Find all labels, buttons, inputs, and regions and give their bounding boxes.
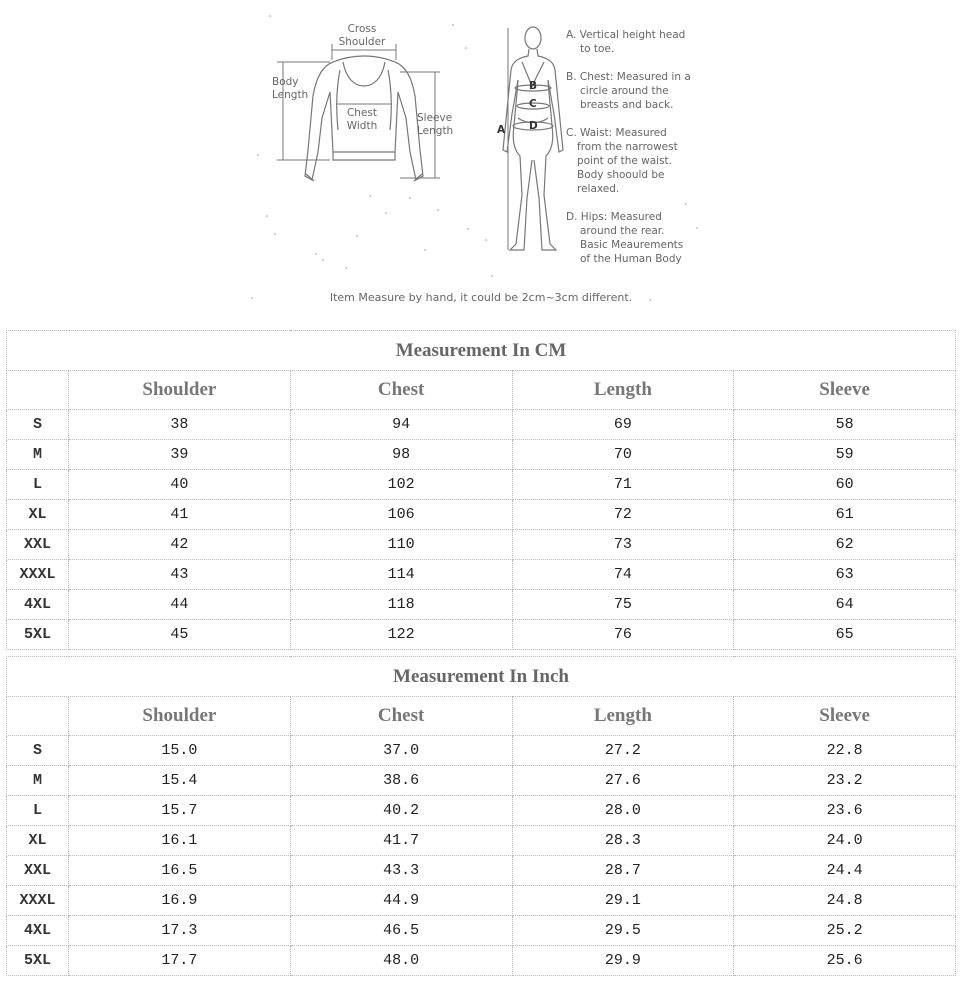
column-header: Shoulder (69, 697, 291, 736)
value-cell: 59 (734, 440, 956, 470)
table-row (7, 530, 956, 560)
value-cell: 38.6 (290, 766, 512, 796)
size-cell: 4XL (7, 916, 69, 946)
marker-a: A (497, 124, 506, 136)
desc-c-line: point of the waist. (577, 155, 673, 167)
size-cell: M (7, 766, 69, 796)
size-cell: XL (7, 826, 69, 856)
size-cell: XXXL (7, 886, 69, 916)
inch-table-wrap (6, 656, 956, 976)
value-cell: 61 (734, 500, 956, 530)
value-cell: 41.7 (290, 826, 512, 856)
column-header (7, 371, 69, 410)
column-header: Length (512, 697, 734, 736)
sleeve-length-line-2: Length (417, 125, 454, 137)
value-cell: 122 (290, 620, 512, 650)
value-cell: 27.2 (512, 736, 734, 766)
value-cell: 29.9 (512, 946, 734, 976)
sleeve-length-label (417, 112, 453, 138)
chest-width-label (340, 107, 384, 133)
value-cell: 45 (69, 620, 291, 650)
desc-d-line: Basic Meaurements (580, 239, 684, 251)
marker-d: D (529, 120, 538, 132)
size-cell: 5XL (7, 946, 69, 976)
value-cell: 40 (69, 470, 291, 500)
size-cell: 5XL (7, 620, 69, 650)
value-cell: 75 (512, 590, 734, 620)
cross-shoulder-line-1: Cross (347, 23, 377, 35)
marker-b: B (529, 80, 538, 92)
value-cell: 15.4 (69, 766, 291, 796)
size-cell: L (7, 470, 69, 500)
table-row (7, 500, 956, 530)
value-cell: 76 (512, 620, 734, 650)
value-cell: 74 (512, 560, 734, 590)
chest-width-line-2: Width (346, 120, 378, 132)
value-cell: 25.6 (734, 946, 956, 976)
desc-d (566, 210, 683, 266)
column-header: Sleeve (734, 371, 956, 410)
value-cell: 27.6 (512, 766, 734, 796)
value-cell: 48.0 (290, 946, 512, 976)
inch-table (6, 656, 956, 976)
value-cell: 25.2 (734, 916, 956, 946)
size-cell: L (7, 796, 69, 826)
cross-shoulder-label (335, 23, 389, 49)
value-cell: 94 (290, 410, 512, 440)
desc-b-line: circle around the (580, 85, 669, 97)
desc-c-line: from the narrowest (577, 141, 678, 153)
value-cell: 24.0 (734, 826, 956, 856)
value-cell: 72 (512, 500, 734, 530)
value-cell: 46.5 (290, 916, 512, 946)
value-cell: 28.7 (512, 856, 734, 886)
value-cell: 58 (734, 410, 956, 440)
size-cell: S (7, 736, 69, 766)
value-cell: 17.3 (69, 916, 291, 946)
value-cell: 17.7 (69, 946, 291, 976)
desc-a-line: to toe. (580, 43, 615, 55)
sleeve-length-line-1: Sleeve (417, 112, 453, 124)
table-row (7, 440, 956, 470)
value-cell: 71 (512, 470, 734, 500)
value-cell: 43 (69, 560, 291, 590)
desc-c-line: relaxed. (577, 183, 620, 195)
value-cell: 38 (69, 410, 291, 440)
size-cell: 4XL (7, 590, 69, 620)
value-cell: 102 (290, 470, 512, 500)
table-row (7, 946, 956, 976)
body-length-line-2: Length (272, 89, 309, 101)
value-cell: 15.7 (69, 796, 291, 826)
desc-c-line: C. Waist: Measured (566, 127, 667, 139)
desc-b-line: breasts and back. (580, 99, 674, 111)
value-cell: 15.0 (69, 736, 291, 766)
desc-c-line: Body shoould be (577, 169, 665, 181)
cross-shoulder-line-2: Shoulder (338, 36, 386, 48)
value-cell: 22.8 (734, 736, 956, 766)
column-header (7, 697, 69, 736)
table-row (7, 736, 956, 766)
size-cell: XL (7, 500, 69, 530)
value-cell: 110 (290, 530, 512, 560)
value-cell: 106 (290, 500, 512, 530)
shirt-diagram-icon (0, 0, 962, 325)
value-cell: 44.9 (290, 886, 512, 916)
marker-c: C (529, 98, 537, 110)
measurement-diagram (0, 0, 962, 325)
column-header: Sleeve (734, 697, 956, 736)
table-row (7, 560, 956, 590)
value-cell: 42 (69, 530, 291, 560)
table-row (7, 766, 956, 796)
inch-table-title: Measurement In Inch (7, 657, 956, 697)
table-row (7, 886, 956, 916)
measure-note: Item Measure by hand, it could be 2cm~3cm different. (329, 291, 633, 304)
desc-a-line: A. Vertical height head (566, 29, 686, 41)
value-cell: 114 (290, 560, 512, 590)
table-row (7, 856, 956, 886)
value-cell: 28.3 (512, 826, 734, 856)
desc-b (566, 70, 691, 112)
table-row (7, 590, 956, 620)
desc-c (566, 126, 678, 196)
table-header-row (7, 697, 956, 736)
value-cell: 40.2 (290, 796, 512, 826)
value-cell: 64 (734, 590, 956, 620)
value-cell: 23.6 (734, 796, 956, 826)
size-cell: XXXL (7, 560, 69, 590)
table-row (7, 620, 956, 650)
table-row (7, 796, 956, 826)
size-cell: M (7, 440, 69, 470)
value-cell: 63 (734, 560, 956, 590)
table-row (7, 826, 956, 856)
table-row (7, 916, 956, 946)
value-cell: 37.0 (290, 736, 512, 766)
value-cell: 60 (734, 470, 956, 500)
value-cell: 41 (69, 500, 291, 530)
column-header: Chest (290, 697, 512, 736)
column-header: Shoulder (69, 371, 291, 410)
value-cell: 73 (512, 530, 734, 560)
value-cell: 39 (69, 440, 291, 470)
size-cell: S (7, 410, 69, 440)
table-row (7, 470, 956, 500)
value-cell: 16.9 (69, 886, 291, 916)
size-cell: XXL (7, 856, 69, 886)
desc-d-line: of the Human Body (580, 253, 682, 265)
value-cell: 69 (512, 410, 734, 440)
chest-width-line-1: Chest (346, 107, 378, 119)
value-cell: 28.0 (512, 796, 734, 826)
desc-a (566, 28, 685, 56)
value-cell: 43.3 (290, 856, 512, 886)
body-length-line-1: Body (272, 76, 299, 88)
body-length-label (272, 76, 308, 102)
desc-b-line: B. Chest: Measured in a (566, 71, 691, 83)
cm-table (6, 330, 956, 650)
value-cell: 44 (69, 590, 291, 620)
cm-table-title: Measurement In CM (7, 331, 956, 371)
column-header: Chest (290, 371, 512, 410)
table-row (7, 410, 956, 440)
value-cell: 16.5 (69, 856, 291, 886)
column-header: Length (512, 371, 734, 410)
value-cell: 23.2 (734, 766, 956, 796)
desc-d-line: D. Hips: Measured (566, 211, 662, 223)
value-cell: 118 (290, 590, 512, 620)
value-cell: 62 (734, 530, 956, 560)
desc-d-line: around the rear. (580, 225, 665, 237)
value-cell: 70 (512, 440, 734, 470)
size-cell: XXL (7, 530, 69, 560)
value-cell: 16.1 (69, 826, 291, 856)
value-cell: 29.1 (512, 886, 734, 916)
table-title-row (7, 657, 956, 697)
value-cell: 65 (734, 620, 956, 650)
value-cell: 98 (290, 440, 512, 470)
cm-table-wrap (6, 330, 956, 650)
table-title-row (7, 331, 956, 371)
value-cell: 24.8 (734, 886, 956, 916)
value-cell: 29.5 (512, 916, 734, 946)
value-cell: 24.4 (734, 856, 956, 886)
table-header-row (7, 371, 956, 410)
